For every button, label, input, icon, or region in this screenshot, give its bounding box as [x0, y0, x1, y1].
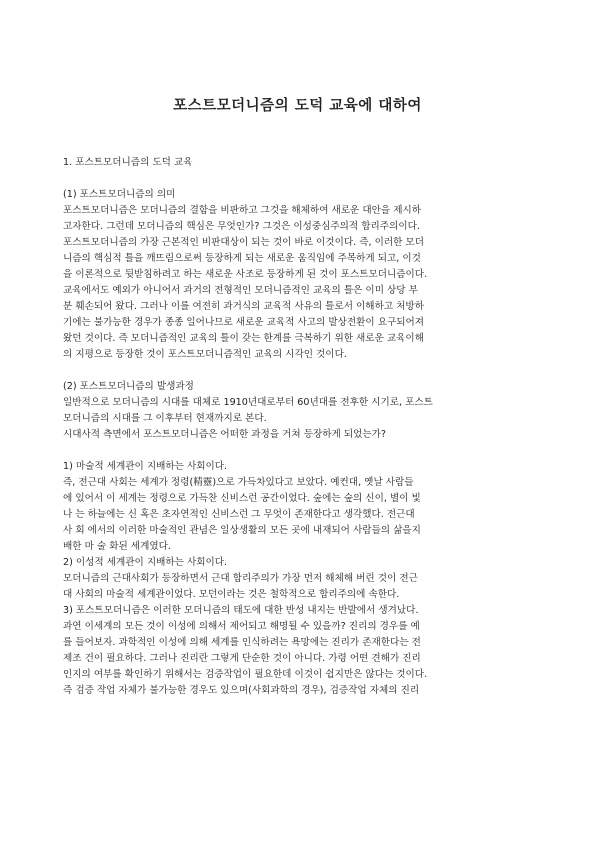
text-line: 모더니즘의 시대를 그 이후부터 현재까지로 본다.	[63, 413, 267, 424]
text-line: 에 있어서 이 세계는 정령으로 가득찬 신비스런 공간이었다. 숲에는 숲의 신이, 별이 빛	[63, 493, 421, 504]
text-line: 기에는 불가능한 경우가 종종 일어나므로 새로운 교육적 사고의 발상전환이 요구되어져	[63, 317, 425, 328]
text-line: 포스트모더니즘은 모더니즘의 결함을 비판하고 그것을 해체하여 새로운 대안을 제시하	[63, 205, 422, 216]
text-line: 인지의 여부를 확인하기 위해서는 검증작업이 필요한데 이것이 쉽지만은 않다는 것이다.	[63, 669, 428, 680]
text-line: (1) 포스트모더니즘의 의미	[63, 189, 176, 200]
text-line: 을 이론적으로 뒷받침하려고 하는 새로운 사조로 등장하게 된 것이 포스트모더니즘이다.	[63, 269, 428, 280]
text-line: 니즘의 핵심적 틀을 깨뜨림으로써 등장하게 되는 새로운 움직임에 주목하게 되고, 이것	[63, 253, 421, 264]
text-line: 분 훼손되어 왔다. 그러나 이를 여전히 과거식의 교육적 사유의 틀로서 이해하고 처방하	[63, 301, 424, 312]
text-line: 1) 마술적 세계관이 지배하는 사회이다.	[63, 461, 228, 472]
text-line: 포스트모더니즘의 가장 근본적인 비판대상이 되는 것이 바로 이것이다. 즉, 이러한 모더	[63, 237, 424, 248]
text-line: 일반적으로 모더니즘의 시대를 대체로 1910년대로부터 60년대를 전후한 시기로, 포스트	[63, 397, 433, 408]
text-line: 즉 검증 작업 자체가 불가능한 경우도 있으며(사회과학의 경우), 검증작업 자체의 진리	[63, 685, 420, 696]
text-line: 시대사적 측면에서 포스트모더니즘은 어떠한 과정을 거쳐 등장하게 되었는가?	[63, 429, 387, 440]
text-line: 1. 포스트모더니즘의 도덕 교육	[63, 157, 193, 168]
text-line: 를 들어보자. 과학적인 이성에 의해 세계를 인식하려는 욕망에는 진리가 존재한다는 전	[63, 637, 421, 648]
text-line: 나 는 하늘에는 신 혹은 초자연적인 신비스런 그 무엇이 존재한다고 생각했다. 전근대	[63, 509, 415, 520]
text-line: 사 회 에서의 이러한 마술적인 관념은 일상생활의 모든 곳에 내재되어 사람들의 삶을지	[63, 525, 421, 536]
text-line: (2) 포스트모더니즘의 발생과정	[63, 381, 194, 392]
text-line: 왔던 것이다. 즉 모더니즘적인 교육의 틀이 갖는 한계를 극복하기 위한 새로운 교육이해	[63, 333, 424, 344]
text-line: 제조 건이 필요하다. 그러나 진리란 그렇게 단순한 것이 아니다. 가령 어떤 견해가 진리	[63, 653, 421, 664]
text-line: 모더니즘의 근대사회가 등장하면서 근대 합리주의가 가장 먼저 해체해 버린 것이 전근	[63, 573, 418, 584]
text-line: 교육에서도 예외가 아니어서 과거의 전형적인 모더니즘적인 교육의 틀은 이미 상당 부	[63, 285, 418, 296]
blank-line	[63, 363, 533, 379]
blank-line	[63, 171, 533, 187]
document-body	[63, 155, 533, 699]
text-line: 의 지평으로 등장한 것이 포스트모더니즘적인 교육의 시각인 것이다.	[63, 349, 347, 360]
blank-line	[63, 443, 533, 459]
text-line: 배한 마 술 화된 세계였다.	[63, 541, 171, 552]
text-line: 2) 이성적 세계관이 지배하는 사회이다.	[63, 557, 228, 568]
text-line: 즉, 전근대 사회는 세계가 정령(精靈)으로 가득차있다고 보았다. 예컨대, 옛날 사람들	[63, 477, 414, 488]
text-line: 과연 이세계의 모든 것이 이성에 의해서 제어되고 해명될 수 있을까? 진리의 경우를 예	[63, 621, 420, 632]
text-line: 고자한다. 그런데 모더니즘의 핵심은 무엇인가? 그것은 이성중심주의적 합리주의이다.	[63, 221, 420, 232]
text-line: 3) 포스트모더니즘은 이러한 모더니즘의 태도에 대한 반성 내지는 반발에서 생겨났다.	[63, 605, 419, 616]
document-title: 포스트모더니즘의 도덕 교육에 대하여	[173, 98, 422, 114]
text-line: 대 사회의 마술적 세계관이었다. 모던이라는 것은 철학적으로 합리주의에 속한다.	[63, 589, 400, 600]
